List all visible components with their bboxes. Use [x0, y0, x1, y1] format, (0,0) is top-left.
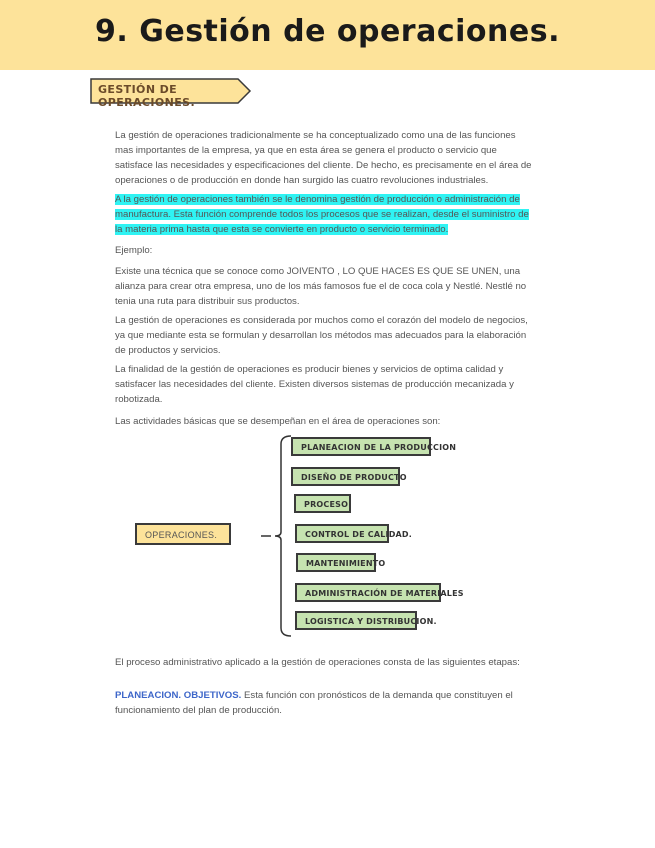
- paragraph-heart-of-business: La gestión de operaciones es considerada por muchos como el corazón del modelo de negocios, ya que mediante esta se formulan y desarrollan los métodos mas adecuados para la elaboración de productos y servicios.: [115, 315, 528, 356]
- diagram-item-control: CONTROL DE CALIDAD.: [295, 524, 389, 543]
- diagram-item-planeacion: PLANEACION DE LA PRODUCCION: [291, 437, 431, 456]
- diagram-root-box: OPERACIONES.: [135, 523, 231, 545]
- title-banner: [0, 0, 655, 70]
- section-tag: [90, 78, 252, 109]
- paragraph-example: Existe una técnica que se conoce como JOIVENTO , LO QUE HACES ES QUE SE UNEN, una alianza para crear otra empresa, uno de los más famosos fue el de coca cola y Nestlé. Nestlé no tenia una ruta para distribuir sus productos.: [115, 266, 527, 307]
- paragraph-planeacion: [115, 688, 535, 718]
- highlighted-text: A la gestión de operaciones también se le denomina gestión de producción o administración de manufactura. Esta función comprende todos los procesos que se realizan, desde el suministro de la materia prima hasta que esta se convierte en producto o servicio terminado.: [115, 194, 529, 235]
- diagram-item-diseno: DISEÑO DE PRODUCTO: [291, 467, 400, 486]
- diagram-item-proceso: PROCESO: [294, 494, 351, 513]
- planeacion-label: PLANEACION. OBJETIVOS.: [115, 690, 242, 701]
- diagram-item-administracion: ADMINISTRACIÓN DE MATERIALES: [295, 583, 441, 602]
- section-tag-label: GESTIÓN DE OPERACIONES.: [98, 83, 196, 109]
- paragraph-purpose: La finalidad de la gestión de operaciones es producir bienes y servicios de optima calidad y satisfacer las necesidades del cliente. Existen diversos sistemas de producción mecanizada y robotizada.: [115, 364, 514, 405]
- paragraph-example-heading: Ejemplo:: [115, 245, 153, 256]
- paragraph-activities: Las actividades básicas que se desempeñan en el área de operaciones son:: [115, 416, 441, 427]
- paragraph-highlighted: [115, 192, 535, 237]
- diagram-item-mantenimiento: MANTENIMIENTO: [296, 553, 376, 572]
- paragraph-process-stages: El proceso administrativo aplicado a la gestión de operaciones consta de las siguientes etapas:: [115, 657, 520, 668]
- paragraph-intro: La gestión de operaciones tradicionalmente se ha conceptualizado como una de las funciones mas importantes de la empresa, ya que en esta área se genera el producto o servicio que satisface las necesidades y especificaciones del cliente. De hecho, es precisamente en el área de operaciones o de producción en donde han surgido las cuatro revoluciones industriales.: [115, 130, 532, 186]
- diagram-bracket: [255, 432, 295, 642]
- diagram-item-logistica: LOGISTICA Y DISTRIBUCION.: [295, 611, 417, 630]
- page-title: 9. Gestión de operaciones.: [95, 14, 560, 49]
- planeacion-text: Esta función con pronósticos de la demanda que constituyen el funcionamiento del plan de producción.: [115, 690, 513, 716]
